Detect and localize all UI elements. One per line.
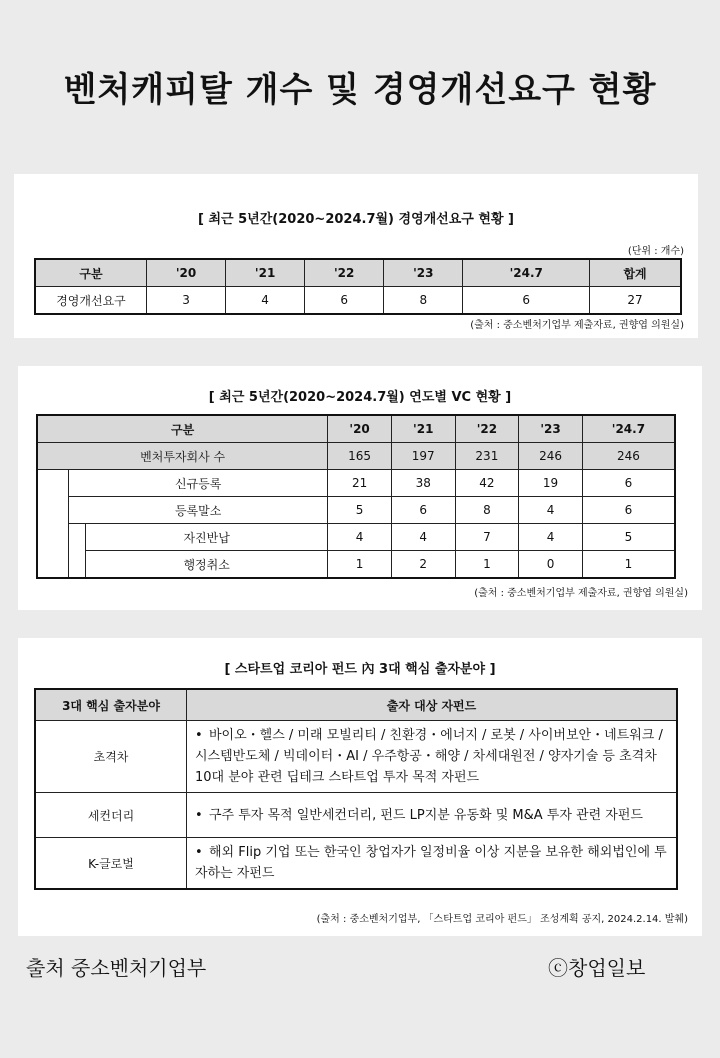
table-cell: 2 (391, 551, 455, 579)
vc-status-table (36, 414, 676, 579)
management-improvement-table (34, 258, 682, 315)
table-cell: 21 (328, 470, 392, 497)
table-row (35, 838, 677, 890)
header-cell: '20 (147, 259, 226, 287)
unit-label: (단위 : 개수) (627, 246, 684, 257)
table-row (37, 470, 675, 497)
panel3-source: (출처 : 중소벤처기업부, 「스타트업 코리아 펀드」 조성계획 공지, 2024.2.14. 발췌) (316, 914, 688, 925)
header-cell: '22 (305, 259, 384, 287)
panel1-title: [ 최근 5년간(2020~2024.7월) 경영개선요구 현황 ] (198, 212, 514, 227)
indent-cell (37, 470, 69, 579)
table-cell: 165 (328, 443, 392, 470)
vc-status-panel (18, 366, 702, 610)
table-cell (187, 838, 678, 890)
panel3-title: [ 스타트업 코리아 펀드 內 3대 핵심 출자분야 ] (224, 662, 496, 677)
table-cell: 8 (455, 497, 519, 524)
table-row (37, 443, 675, 470)
footer-source: 출처 중소벤처기업부 (26, 956, 207, 980)
table-cell: 5 (582, 524, 675, 551)
header-cell: 3대 핵심 출자분야 (35, 689, 187, 721)
table-row (37, 524, 675, 551)
table-row (37, 551, 675, 579)
bullet-icon: • (195, 728, 203, 743)
table-cell: 231 (455, 443, 519, 470)
bullet-icon: • (195, 807, 203, 823)
panel2-source: (출처 : 중소벤처기업부 제출자료, 권향엽 의원실) (474, 588, 688, 599)
row-label: 경영개선요구 (35, 287, 147, 315)
table-header-row (35, 259, 681, 287)
table-cell: 6 (582, 470, 675, 497)
table-cell: 1 (455, 551, 519, 579)
header-cell: 구분 (37, 415, 328, 443)
header-cell: '22 (455, 415, 519, 443)
table-cell: 6 (391, 497, 455, 524)
table-cell: 42 (455, 470, 519, 497)
row-label: 행정취소 (86, 551, 328, 579)
table-cell: 6 (463, 287, 590, 315)
table-cell: 197 (391, 443, 455, 470)
management-improvement-panel (14, 174, 698, 338)
header-cell: '24.7 (582, 415, 675, 443)
row-label: 자진반납 (86, 524, 328, 551)
startup-korea-fund-panel (18, 638, 702, 936)
table-cell: 246 (519, 443, 583, 470)
table-cell: 19 (519, 470, 583, 497)
header-cell: '21 (391, 415, 455, 443)
table-cell: 7 (455, 524, 519, 551)
table-cell: 6 (305, 287, 384, 315)
bullet-icon: • (195, 845, 203, 860)
header-cell: 구분 (35, 259, 147, 287)
table-cell (187, 721, 678, 793)
row-label: 초격차 (35, 721, 187, 793)
page-title: 벤처캐피탈 개수 및 경영개선요구 현황 (63, 70, 657, 110)
header-cell: '24.7 (463, 259, 590, 287)
table-cell: 6 (582, 497, 675, 524)
table-cell: 4 (519, 524, 583, 551)
table-cell: 4 (519, 497, 583, 524)
row-label: 세컨더리 (35, 793, 187, 838)
header-cell: 출자 대상 자펀드 (187, 689, 678, 721)
header-cell: '23 (519, 415, 583, 443)
table-header-row (35, 689, 677, 721)
sector-description: 바이오・헬스 / 미래 모빌리티 / 친환경・에너지 / 로봇 / 사이버보안・네트워크 / 시스템반도체 / 빅데이터・AI / 우주항공・해양 / 차세대원전 / 양자기술 등 초격차 10대 분야 관련 딥테크 스타트업 투자 목적 자펀드 (195, 728, 663, 785)
header-cell: '23 (384, 259, 463, 287)
table-row (35, 721, 677, 793)
table-row (35, 287, 681, 315)
table-cell: 0 (519, 551, 583, 579)
table-cell: 38 (391, 470, 455, 497)
sector-description: 구주 투자 목적 일반세컨더리, 펀드 LP지분 유동화 및 M&A 투자 관련 자펀드 (209, 807, 643, 823)
table-cell: 4 (391, 524, 455, 551)
panel1-source: (출처 : 중소벤처기업부 제출자료, 권향엽 의원실) (470, 320, 684, 331)
sector-description: 해외 Flip 기업 또는 한국인 창업자가 일정비율 이상 지분을 보유한 해외법인에 투자하는 자펀드 (195, 845, 667, 881)
row-label: K-글로벌 (35, 838, 187, 890)
table-cell: 1 (582, 551, 675, 579)
row-label: 신규등록 (69, 470, 328, 497)
table-cell: 5 (328, 497, 392, 524)
header-cell: 합계 (590, 259, 681, 287)
table-cell: 3 (147, 287, 226, 315)
table-cell: 1 (328, 551, 392, 579)
header-cell: '21 (226, 259, 305, 287)
header-cell: '20 (328, 415, 392, 443)
row-label: 등록말소 (69, 497, 328, 524)
table-cell: 4 (226, 287, 305, 315)
fund-sectors-table (34, 688, 678, 890)
table-cell: 27 (590, 287, 681, 315)
table-row (37, 497, 675, 524)
table-row (35, 793, 677, 838)
footer-copyright: ⓒ창업일보 (548, 956, 646, 980)
row-label: 벤처투자회사 수 (37, 443, 328, 470)
table-header-row (37, 415, 675, 443)
table-cell: 4 (328, 524, 392, 551)
table-cell: 8 (384, 287, 463, 315)
table-cell (187, 793, 678, 838)
indent-cell (69, 524, 86, 579)
table-cell: 246 (582, 443, 675, 470)
panel2-title: [ 최근 5년간(2020~2024.7월) 연도별 VC 현황 ] (208, 390, 512, 405)
